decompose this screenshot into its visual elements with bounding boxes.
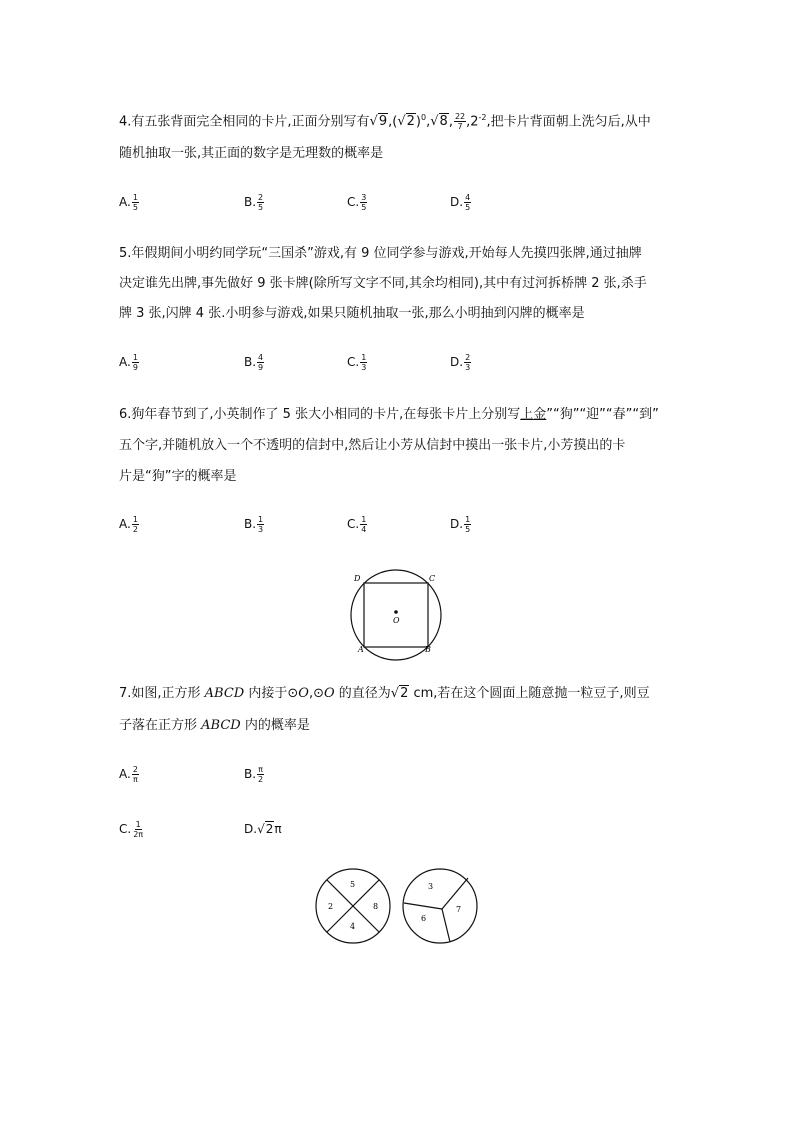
square-abcd — [364, 583, 428, 647]
q6-line2: 五个字,并随机放入一个不透明的信封中,然后让小芳从信封中摸出一张卡片,小芳摸出的卡 — [119, 438, 626, 453]
q5-line3: 牌 3 张,闪牌 4 张.小明参与游戏,如果只随机抽取一张,那么小明抽到闪牌的概率是 — [119, 306, 585, 321]
label-b: B — [425, 645, 431, 654]
q6-line3: 片是“狗”字的概率是 — [119, 469, 237, 484]
q7-option-a: A. $\frac{2}{\pi}$ — [119, 765, 138, 784]
spinner-left — [316, 869, 390, 943]
sector-label: 4 — [350, 922, 356, 931]
sector-label: 7 — [456, 905, 462, 914]
q7-option-c: C. $\frac{1}{2\pi}$ — [119, 820, 144, 839]
label-c: C — [429, 574, 436, 583]
q5-option-a: A. $\frac{1}{9}$ — [119, 353, 138, 372]
q7-option-d: D.√2π — [244, 822, 282, 836]
sqrt-2-diameter: √2 — [390, 686, 409, 701]
q7-line1: 7.如图,正方形 ABCD 内接于⊙O,⊙O 的直径为√2 cm,若在这个圆面上随意抛一粒豆子,则豆 — [119, 684, 650, 704]
label-d: D — [354, 574, 361, 583]
fraction-22-7: $\frac{22}{7}$ — [454, 112, 466, 132]
q7-line2: 子落在正方形 ABCD 内的概率是 — [119, 718, 310, 733]
spinner-right — [403, 869, 477, 943]
q4-option-a: A. $\frac{1}{5}$ — [119, 193, 138, 212]
sqrt-9: √9 — [369, 114, 388, 130]
q6-option-c: C. $\frac{1}{4}$ — [347, 515, 367, 534]
sector-label: 2 — [328, 902, 334, 911]
q5-line1: 5.年假期间小明约同学玩“三国杀”游戏,有 9 位同学参与游戏,开始每人先摸四张牌,通过抽牌 — [119, 246, 642, 261]
q5-option-b: B. $\frac{4}{9}$ — [244, 353, 264, 372]
q4-line1: 4.有五张背面完全相同的卡片,正面分别写有$√9,(√2)^0,√8$, $\frac{22}{7}$ $,2^{-2}$,把卡片背面朝上洗匀后,从中 — [119, 112, 651, 132]
q7-option-b: B. $\frac{\pi}{2}$ — [244, 765, 264, 784]
sector-label: 6 — [421, 914, 427, 923]
q4-option-d: D. $\frac{4}{5}$ — [450, 193, 471, 212]
q5-option-d: D. $\frac{2}{3}$ — [450, 353, 471, 372]
spinners-figure — [310, 866, 490, 948]
sqrt-8: √8 — [430, 114, 448, 130]
center-point — [394, 610, 398, 614]
q6-option-d: D. $\frac{1}{5}$ — [450, 515, 471, 534]
q5-option-c: C. $\frac{1}{3}$ — [347, 353, 367, 372]
q4-option-b: B. $\frac{2}{5}$ — [244, 193, 264, 212]
sector-label: 5 — [350, 880, 356, 889]
label-o: O — [393, 616, 400, 625]
label-a: A — [358, 645, 364, 654]
q6-line1: 6.狗年春节到了,小英制作了 5 张大小相同的卡片,在每张卡片上分别写上金”“狗”“迎”“春”“到” — [119, 407, 659, 422]
q5-line2: 决定谁先出牌,事先做好 9 张卡牌(除所写文字不同,其余均相同),其中有过河拆桥牌 2 张,杀手 — [119, 276, 647, 291]
inscribed-square-figure — [345, 568, 449, 668]
q4-line2: 随机抽取一张,其正面的数字是无理数的概率是 — [119, 146, 384, 161]
q6-option-a: A. $\frac{1}{2}$ — [119, 515, 138, 534]
q4-option-c: C. $\frac{3}{5}$ — [347, 193, 367, 212]
sector-label: 3 — [428, 882, 434, 891]
sector-label: 8 — [373, 902, 379, 911]
q6-option-b: B. $\frac{1}{3}$ — [244, 515, 264, 534]
sqrt-2: √2 — [397, 114, 415, 130]
